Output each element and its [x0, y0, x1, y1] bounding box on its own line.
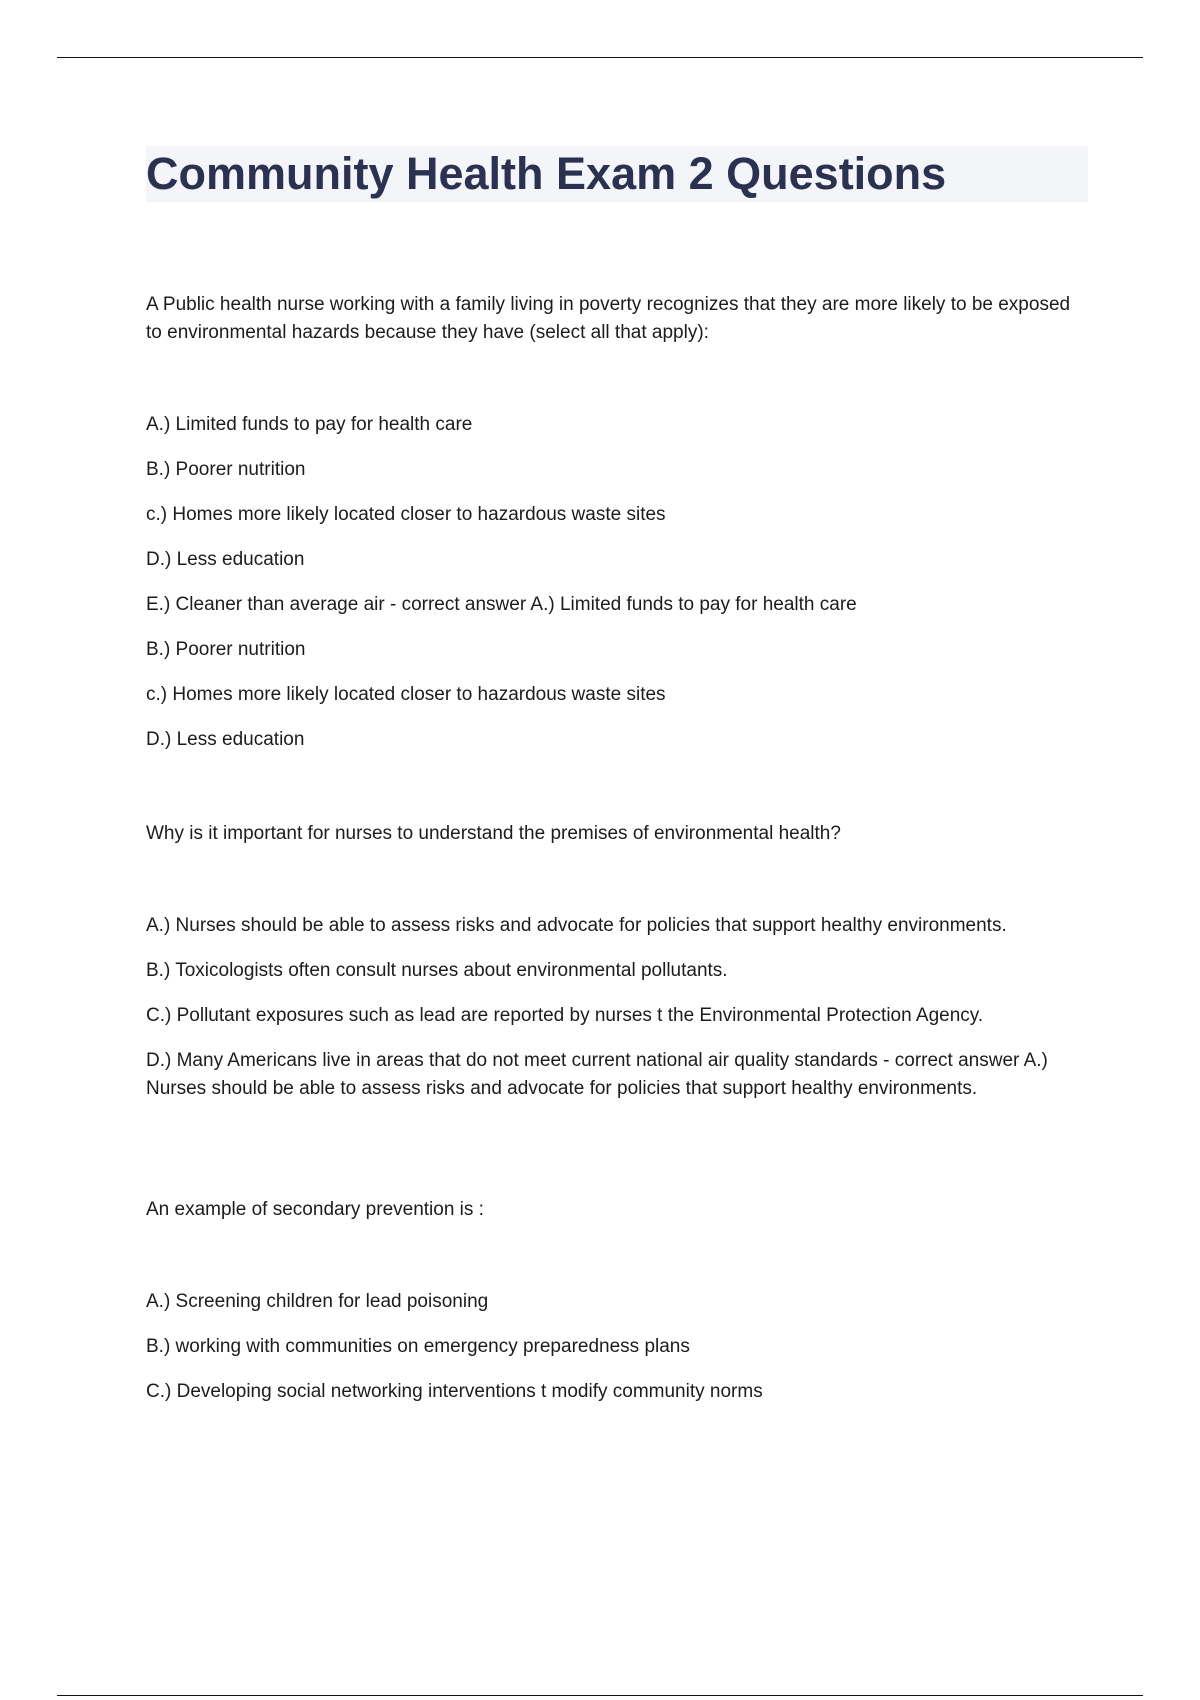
answer-option: D.) Less education — [146, 729, 305, 750]
header-rule — [57, 57, 1143, 58]
answer-option: c.) Homes more likely located closer to hazardous waste sites — [146, 504, 666, 525]
answer-option: D.) Many Americans live in areas that do not meet current national air quality standards - correct answer A.) Nurses should be able to assess risks and advocate for policies that support healthy environments. — [146, 1050, 1048, 1099]
answer-option: D.) Less education — [146, 549, 305, 570]
answer-option: A.) Screening children for lead poisoning — [146, 1291, 489, 1312]
question-2-options — [146, 912, 1076, 1103]
answer-option: C.) Pollutant exposures such as lead are reported by nurses t the Environmental Protection Agency. — [146, 1005, 984, 1026]
question-3 — [146, 1196, 1076, 1224]
footer-rule — [57, 1695, 1143, 1696]
answer-option: B.) Poorer nutrition — [146, 639, 306, 660]
question-prompt: A Public health nurse working with a family living in poverty recognizes that they are more likely to be exposed to environmental hazards because they have (select all that apply): — [146, 294, 1071, 343]
answer-option: E.) Cleaner than average air - correct answer A.) Limited funds to pay for health care — [146, 594, 857, 615]
question-prompt: An example of secondary prevention is : — [146, 1199, 484, 1220]
answer-option: A.) Limited funds to pay for health care — [146, 414, 473, 435]
question-prompt: Why is it important for nurses to understand the premises of environmental health? — [146, 823, 841, 844]
question-1-options — [146, 411, 1076, 771]
document-title: Community Health Exam 2 Questions — [146, 148, 947, 199]
answer-option: C.) Developing social networking interventions t modify community norms — [146, 1381, 763, 1402]
question-2 — [146, 820, 1076, 848]
answer-option: c.) Homes more likely located closer to hazardous waste sites — [146, 684, 666, 705]
question-3-options — [146, 1288, 1076, 1423]
answer-option: A.) Nurses should be able to assess risks and advocate for policies that support healthy environments. — [146, 915, 1007, 936]
title-banner — [146, 146, 1088, 202]
question-1 — [146, 291, 1076, 347]
answer-option: B.) Toxicologists often consult nurses about environmental pollutants. — [146, 960, 728, 981]
answer-option: B.) Poorer nutrition — [146, 459, 306, 480]
answer-option: B.) working with communities on emergency preparedness plans — [146, 1336, 690, 1357]
